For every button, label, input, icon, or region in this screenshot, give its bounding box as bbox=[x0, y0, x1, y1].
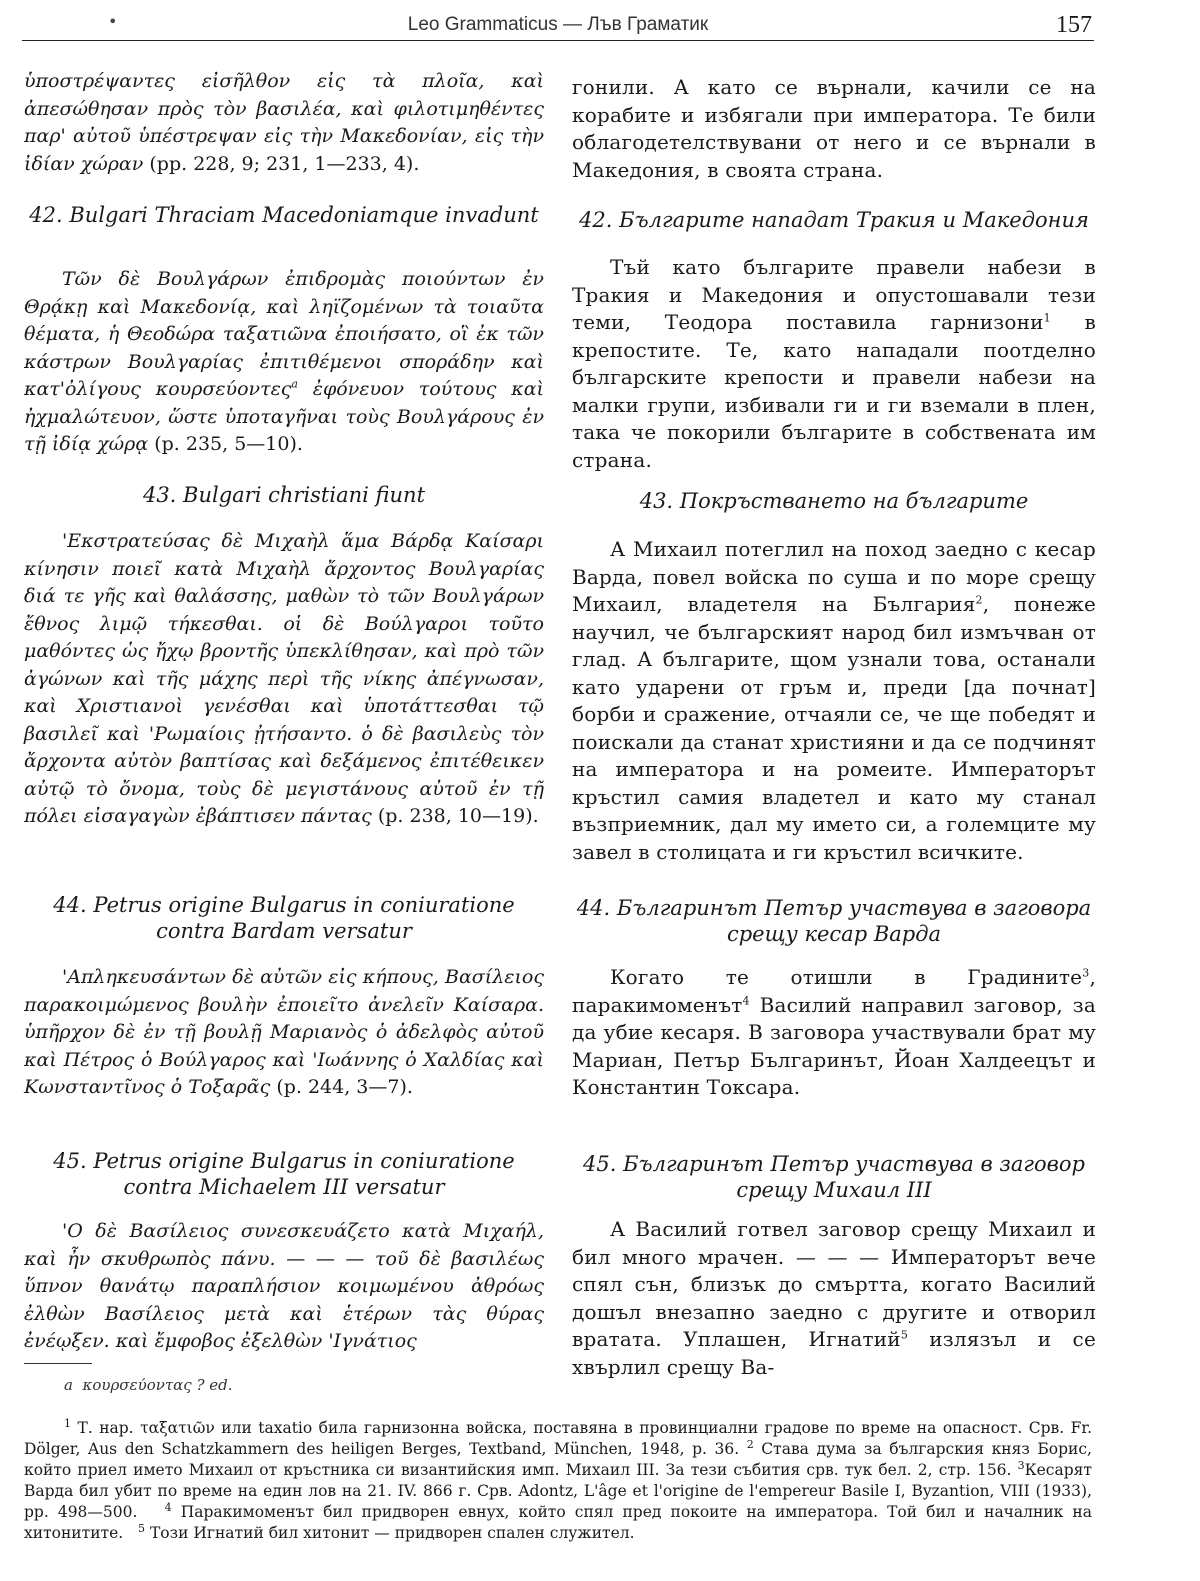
section-43-latin bbox=[24, 482, 544, 508]
section-43-bg bbox=[572, 488, 1096, 514]
section-42-greek-text: Τῶν δὲ Βουλγάρων ἐπιδρομὰς ποιούντων ἐν Θρᾴκῃ καὶ Μακεδονίᾳ, καὶ ληϊζομένων τὰ τοιαῦτα θέματα, ἡ Θεοδώρα ταξατιῶνα ἐποιήσατο, οἳ ἐκ τῶν κάστρων Βουλγαρίας ἐπιτιθέμενοι σποράδην καὶ κατ'ὀλίγους κουρσεύοντες$^a$ ἐφόνευον τούτους καὶ ἠχμαλώτευον, ὥστε ὑποταγῆναι τοὺς Βουλγάρους ἐν τῇ ἰδίᾳ χώρᾳ (p. 235, 5—10). bbox=[24, 268, 544, 455]
section-42-bg bbox=[572, 207, 1096, 233]
intro-bg-block bbox=[572, 74, 1096, 184]
section-42-bg-heading: 42. Българите нападат Тракия и Македония bbox=[579, 208, 1089, 232]
section-44-latin bbox=[24, 892, 544, 944]
footnote-3: Кесарят Варда бил убит по време на един лов на 21. IV. 866 г. Срв. Adontz, L'âge et l'origine de l'empereur Basile I, Byzantion, VIII (1933), pp. 498—500. bbox=[24, 1461, 1092, 1521]
section-45-greek-text: 'Ο δὲ Βασίλειος συνεσκευάζετο κατὰ Μιχαήλ, καὶ ἦν σκυθρωπὸς πάνυ. — — — τοῦ δὲ βασιλέως ὕπνον θανάτῳ παραπλήσιον κοιμωμένου ἀθρόως ἐλθὼν Βασίλειος μετὰ καὶ ἑτέρων τὰς θύρας ἐνέῳξεν. καὶ ἔμφοβος ἐξελθὼν 'Ιγνάτιος bbox=[24, 1220, 544, 1352]
intro-greek-block bbox=[24, 68, 544, 178]
section-43-greek-block bbox=[24, 528, 544, 831]
section-44-greek-text: 'Απληκευσάντων δὲ αὐτῶν εἰς κήπους, Βασίλειος παρακοιμώμενος βουλὴν ἐποιεῖτο ἀνελεῖν Καίσαρα. ὑπῆρχον δὲ ἐν τῇ βουλῇ Μαριανὸς ὁ ἀδελφὸς αὐτοῦ καὶ Πέτρος ὁ Βούλγαρος καὶ 'Ιωάννης ὁ Χαλδίας καὶ Κωνσταντῖνος ὁ Τοξαρᾶς (p. 244, 3—7). bbox=[24, 966, 544, 1098]
section-44-greek-block bbox=[24, 964, 544, 1102]
section-43-latin-heading: 43. Bulgari christiani fiunt bbox=[142, 483, 426, 507]
section-45-latin-heading: 45. Petrus origine Bulgarus in coniuratione contra Michaelem III versatur bbox=[53, 1149, 515, 1199]
footnotes-text: $^1$ Т. нар. ταξατιῶν или taxatio била гарнизонна войска, поставяна в провинциални градове по време на опасност. Срв. Fr. Dölger, Aus den Schatzkammern des heiligen Berges, Textband, München, 1948, p. 36. $^2$ Става дума за българския княз Борис, който приел името Михаил от кръстника си византийския имп. Михаил III. За тези събития срв. тук бел. 2, стр. 156. $^3$Кесарят Варда бил убит по време на един лов на 21. IV. 866 г. Срв. Adontz, L'âge et l'origine de l'empereur Basile I, Byzantion, VIII (1933), pp. 498—500. $^4$ Паракимоменът бил придворен евнух, който спял пред покоите на императора. Той бил и началник на хитонитите. $^5$ Този Игнатий бил хитонит — придворен спален служител. bbox=[24, 1416, 1093, 1542]
section-43-bg-heading: 43. Покръстването на българите bbox=[639, 489, 1029, 513]
section-45-bg-block bbox=[572, 1216, 1096, 1381]
section-44-bg-block bbox=[572, 964, 1096, 1102]
section-45-bg-text: А Василий готвел заговор срещу Михаил и бил много мрачен. — — — Императорът вече спял сън, близък до смъртта, когато Василий дошъл внезапно заедно с другите и отворил вратата. Уплашен, Игнатий$^5$ излязъл и се хвърлил срещу Ва- bbox=[572, 1217, 1096, 1379]
footnotes bbox=[24, 1418, 1092, 1544]
greek-apparatus-note: a κουρσεύοντας ? ed. bbox=[64, 1376, 233, 1394]
section-43-greek-text: 'Εκστρατεύσας δὲ Μιχαὴλ ἅμα Βάρδᾳ Καίσαρι κίνησιν ποιεῖ κατὰ Μιχαὴλ ἄρχοντος Βουλγαρίας διά τε γῆς καὶ θαλάσσης, μαθὼν τὸ τῶν Βουλγάρων ἔθνος λιμῷ τήκεσθαι. οἱ δὲ Βούλγαροι τοῦτο μαθόντες ὡς ἤχῳ βροντῆς ὑπεκλίθησαν, καὶ πρὸ τῶν ἀγώνων καὶ τῆς μάχης περὶ τῆς νίκης ἀπέγνωσαν, καὶ Χριστιανοὶ γενέσθαι καὶ ὑποτάττεσθαι τῷ βασιλεῖ καὶ 'Ρωμαίοις ᾐτήσαντο. ὁ δὲ βασιλεὺς τὸν ἄρχοντα αὐτὸν βαπτίσας καὶ δεξάμενος ἐπιτέθεικεν αὐτῷ τὸ ὄνομα, τοὺς δὲ μεγιστάνους αὐτοῦ ἐν τῇ πόλει εἰσαγαγὼν ἐβάπτισεν πάντας (p. 238, 10—19). bbox=[24, 530, 544, 827]
section-45-bg bbox=[572, 1151, 1096, 1203]
running-title: Leo Grammaticus — Лъв Граматик bbox=[407, 14, 709, 35]
section-42-bg-block bbox=[572, 254, 1096, 474]
section-45-latin bbox=[24, 1148, 544, 1200]
section-42-latin-heading: 42. Bulgari Thraciam Macedoniamque invadunt bbox=[29, 203, 539, 227]
page-number: 157 bbox=[1056, 12, 1092, 38]
intro-bg-text: гонили. А като се върнали, качили се на корабите и избягали при императора. Те били облагодетелствувани от него и се върнали в Македония, в своята страна. bbox=[572, 75, 1096, 182]
section-42-bg-text: Тъй като българите правели набези в Тракия и Македония и опустошавали тези теми, Теодора поставила гарнизони$^1$ в крепостите. Те, като нападали поотделно българските крепости и правели набези на малки групи, избивали ги и ги вземали в плен, така че покорили българите в собствената им страна. bbox=[572, 255, 1096, 472]
section-45-bg-heading: 45. Българинът Петър участвува в заговор срещу Михаил III bbox=[583, 1152, 1085, 1202]
intro-greek-text: ὑποστρέψαντες εἰσῆλθον εἰς τὰ πλοῖα, καὶ ἀπεσώθησαν πρὸς τὸν βασιλέα, καὶ φιλοτιμηθέντες παρ' αὐτοῦ ὑπέστρεψαν εἰς τὴν Μακεδονίαν, εἰς τὴν ἰδίαν χώραν (pp. 228, 9; 231, 1—233, 4). bbox=[24, 70, 544, 175]
section-43-bg-text: А Михаил потеглил на поход заедно с кесар Варда, повел войска по суша и по море срещу Михаил, владетеля на България$^2$, понеже научил, че българският народ бил измъчван от глад. А българите, щом узнали това, останали като ударени от гръм и, преди [да почнат] борби и сражение, отчаяли се, че ще победят и поискали да станат християни и да се подчинят на императора и на ромеите. Императорът кръстил самия владетел и като му станал възприемник, дал му името си, а големците му завел в столицата и ги кръстил всичките. bbox=[572, 537, 1096, 864]
section-44-bg bbox=[572, 895, 1096, 947]
speck: • bbox=[108, 12, 118, 31]
greek-footnote-separator bbox=[24, 1363, 92, 1364]
footnote-1: Т. нар. ταξατιῶν или taxatio била гарнизонна войска, поставяна в провинциални градове по време на опасност. Срв. Fr. Dölger, Aus den Schatzkammern des heiligen Berges, Textband, München, 1948, p. 36. bbox=[24, 1419, 1092, 1458]
section-44-bg-heading: 44. Българинът Петър участвува в заговора срещу кесар Варда bbox=[576, 896, 1092, 946]
footnote-4: Паракимоменът бил придворен евнух, който спял пред покоите на императора. Той бил и началник на хитонитите. bbox=[24, 1503, 1093, 1542]
footnote-2: Става дума за българския княз Борис, който приел името Михаил от кръстника си византийския имп. Михаил III. За тези събития срв. тук бел. 2, стр. 156. bbox=[24, 1440, 1092, 1479]
section-44-bg-text: Когато те отишли в Градините$^3$, паракимоменът$^4$ Василий направил заговор, за да убие кесаря. В заговора участвували брат му Мариан, Петър Българинът, Йоан Халдеецът и Константин Токсара. bbox=[572, 965, 1096, 1099]
section-42-greek-block bbox=[24, 266, 544, 459]
running-header bbox=[22, 10, 1094, 41]
footnote-5: Този Игнатий бил хитонит — придворен спален служител. bbox=[149, 1524, 635, 1542]
section-43-bg-block bbox=[572, 536, 1096, 866]
section-44-latin-heading: 44. Petrus origine Bulgarus in coniuratione contra Bardam versatur bbox=[53, 893, 515, 943]
section-42-latin bbox=[24, 202, 544, 228]
section-45-greek-block bbox=[24, 1218, 544, 1356]
